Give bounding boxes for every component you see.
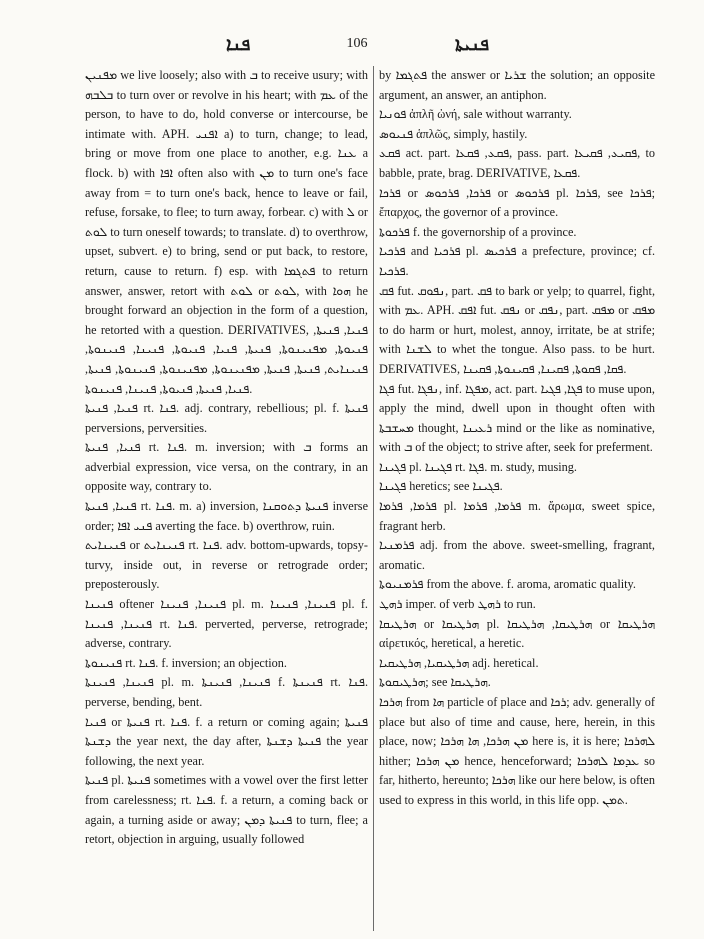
entry: ܦܪܡܐ, ܦܪܡܐ pl. ܦܪܡܐ, ܦܪܡܐ m. ἄρωμα, sweet spice, fragrant herb. — [379, 499, 656, 533]
entry: ܡܦܢܝܢ we live loosely; also with ܒ to receive usury; with ܒܠܒܗ to turn over or revolve in his heart; with ܥܡ of the person, to have to do, hold converse or intercourse, be intimate with. APH. ܐܦܢܝ a) to turn, change; to lead, bring or move from one place to another, e.g. ܥܢܐ a flock. b) with ܐܦܐ often also with ܡܢ to turn one's face away from = to turn one's back, hence to leave or fail, refuse, forsake, to flee; to turn away, forbear. c) with ܠ or ܠܘܬ to turn oneself towards; to translate. d) to overthrow, upset, subvert. e) to bring, send or put back, to restore, return, cause to return. f) esp. with ܦܬܓܡܐ to return answer, answer, retort with ܠܘܬ or ܠܘܬ, with ܗܘܐ he brought forward an objection in the form of a question, he retorted with a question. DERIVATIVES, ܦܢܝܐ, ܦܢܝܬܐ, ܦܢܝܘܬܐ, ܡܦܢܝܢܘܬܐ, ܦܢܝܬܐ, ܦܢܝܐ, ܦܢܝܘܬܐ, ܦܢܝܢܐ, ܦܢܝܢܘܬܐ, ܦܢܝܢܐܝܬ, ܦܢܝܬܐ, ܦܢܝܬܐ, ܡܦܢܝܢܘܬܐ, ܡܦܢܝܢܘܬܐ, ܦܢܝܢܘܬܐ, ܦܢܝܬܐ, ܦܢܝܐ, ܦܢܝܬܐ, ܦܢܝܘܬܐ, ܦܢܝܢܐ, ܦܢܝܢܘܬܐ. — [85, 68, 369, 396]
left-column — [85, 66, 368, 850]
entry: ܦܪܟܐ or ܦܪܟܐ, ܦܪܟܘܣ or ܦܪܟܘܣ pl. ܦܪܟܐ, see ܦܪܟܐ; ἔπαρχος, the governor of a province. — [379, 185, 655, 220]
entry: ܦܢܝܐ or ܦܢܝܬܐ rt. ܦܢܐ. f. a return or coming again; ܦܢܝܬܐ ܕܫܢܬܐ the year next, the day after, ܦܢܝܬܐ ܕܫܢܬܐ the year following, the next year. — [85, 714, 368, 768]
entry: ܦܪܟܝܐ and ܦܪܟܝܐ pl. ܦܪܟܝܣ a prefecture, province; cf. ܦܪܟܝܐ. — [379, 244, 656, 278]
entry: ܦܩܥ act. part. ܦܩܥ, ܦܩܥܐ, pass. part. ܦܩܝܥ, ܦܩܝܥܐ, to babble, prate, brag. DERIVATIVE, ܦܩܥܐ. — [379, 146, 655, 180]
entry: ܗܪܛܝܩܐ or ܗܪܛܝܩܐ pl. ܗܪܛܝܩܐ, ܗܪܛܝܩܐ or ܗܪܛܝܩܐ αἱρετικός, heretical, a heretic. — [379, 616, 655, 651]
entry: ܗܪܛܝܩܘܬܐ; see ܗܪܛܝܩܐ. — [379, 675, 491, 690]
entry: ܦܢܝܐ, ܦܢܝܬܐ rt. ܦܢܐ. m. a) inversion, ܦܢܝܬܐ ܕܬܘܩܢܐ inverse order; ܦܢܝ ܐܦܐ averting the face. b) overthrow, ruin. — [85, 499, 369, 533]
entry: ܦܩ fut. ܢܦܘܩ, part. ܦܩ to bark or yelp; to quarrel, fight, with ܥܡ. APH. ܐܦܩ fut. ܢܦܩ or ܢܦܩ, part. ܡܦܩ or ܡܦܩ to do harm or hurt, molest, annoy, irritate, be at strife; with ܠܫܢܐ to whet the tongue. Also pass. to be hurt. DERIVATIVES, ܦܩܐ, ܦܩܘܬܐ, ܦܩܝܢܐ, ܦܩܝܢܘܬܐ, ܦܩܝܢܐ. — [379, 283, 656, 376]
column-divider — [373, 66, 374, 931]
entry: ܦܢܝܢܐ, ܦܢܝܢܬܐ pl. m. ܦܢܝܢܐ, ܦܢܝܢܬܐ f. ܦܢܝܢܬܐ rt. ܦܢܐ. perverse, bending, bent. — [85, 675, 368, 709]
entry: ܗܪܟܐ from ܗܐ particle of place and ܪܟܐ; adv. generally of place but also of time and cause, here, herein, in this place, now; ܡܢ ܗܪܟܐ, ܗܐ ܗܪܟܐ here is, it is here; ܠܗܪܟܐ hither; ܡܢ ܗܪܟܐ hence, henceforward; ܥܕܡܐ ܠܗܪܟܐ so far, hitherto, hereunto; ܗܪܟܐ like our here below, is often used to express in this world, in this life opp. ܬܡܢ. — [379, 695, 656, 807]
entry: ܦܢܝܢܘܬܐ rt. ܦܢܐ. f. inversion; an objection. — [85, 655, 287, 670]
entry: ܪܗܛ imper. of verb ܪܗܛ to run. — [379, 597, 536, 612]
header-right-word: ܦܢܝܬܐ — [455, 34, 489, 54]
entry: ܦܢܝܢܐܝܬ or ܦܢܝܢܐܝܬ rt. ܦܢܐ. adv. bottom-upwards, topsy-turvy, inside out, in reverse or retrograde order; preposterously. — [85, 538, 368, 592]
entry: by ܦܬܓܡܐ the answer or ܫܪܝܐ the solution; an opposite argument, an answer, an antiphon. — [379, 68, 655, 102]
header-left-word: ܦܢܐ — [226, 34, 251, 54]
page-header — [0, 34, 704, 62]
entry: ܦܪܟܘܬܐ f. the governorship of a province. — [379, 224, 577, 239]
entry: ܦܢܝܘܣ ἁπλῶς, simply, hastily. — [379, 126, 528, 141]
entry: ܦܢܝܐ, ܦܢܝܬܐ rt. ܦܢܐ. m. inversion; with ܒ forms an adverbial expression, vice versa, on the contrary, in an opposite way, contrary to. — [85, 440, 369, 494]
right-column — [379, 66, 655, 811]
entry: ܦܘܢܝܐ ἀπλῆ ὠνή, sale without warranty. — [379, 107, 572, 122]
entry: ܦܪܡܢܝܐ adj. from the above. sweet-smelling, fragrant, aromatic. — [379, 538, 655, 572]
entry: ܦܢܝܐ, ܦܢܝܬܐ rt. ܦܢܐ. adj. contrary, rebellious; pl. f. ܦܢܝܬܐ perversions, perversities. — [85, 401, 369, 435]
page-number: 106 — [346, 36, 368, 51]
entry: ܦܓܐ fut. ܢܦܓܐ, inf. ܡܦܓܐ, act. part. ܦܓܐ, ܦܓܝܐ to muse upon, apply the mind, dwell upon in thought often with ܡܚܫܒܬܐ thought, ܪܥܝܢܐ mind or the like as nominative, with ܒ of the object; to strive after, seek for preferment. — [379, 381, 655, 455]
entry: ܦܪܡܢܝܘܬܐ from the above. f. aroma, aromatic quality. — [379, 577, 636, 592]
entry: ܦܢܝܬܐ pl. ܦܢܝܬܐ sometimes with a vowel over the first letter from carelessness; rt. ܦܢܐ. f. a return, a coming back or again, a turning aside or away; ܦܢܝܬܐ ܕܡܢ to turn, flee; a retort, objection in arguing, usually followed — [85, 773, 368, 847]
entry: ܦܓܝܢܐ heretics; see ܦܓܝܢܐ. — [379, 479, 503, 494]
entry: ܦܓܝܢܐ pl. ܦܓܝܢܐ rt. ܦܓܐ. m. study, musing. — [379, 459, 577, 474]
entry: ܦܢܝܢܐ oftener ܦܢܝܢܐ, ܦܢܝܢܐ pl. m. ܦܢܝܢܐ, ܦܢܝܢܐ pl. f. ܦܢܝܢܐ, ܦܢܝܢܐ rt. ܦܢܐ. perverted, perverse, retrograde; adverse, contrary. — [85, 597, 369, 651]
entry: ܗܪܛܝܩܝܐ, ܗܪܛܝܩܝܐ adj. heretical. — [379, 655, 539, 670]
